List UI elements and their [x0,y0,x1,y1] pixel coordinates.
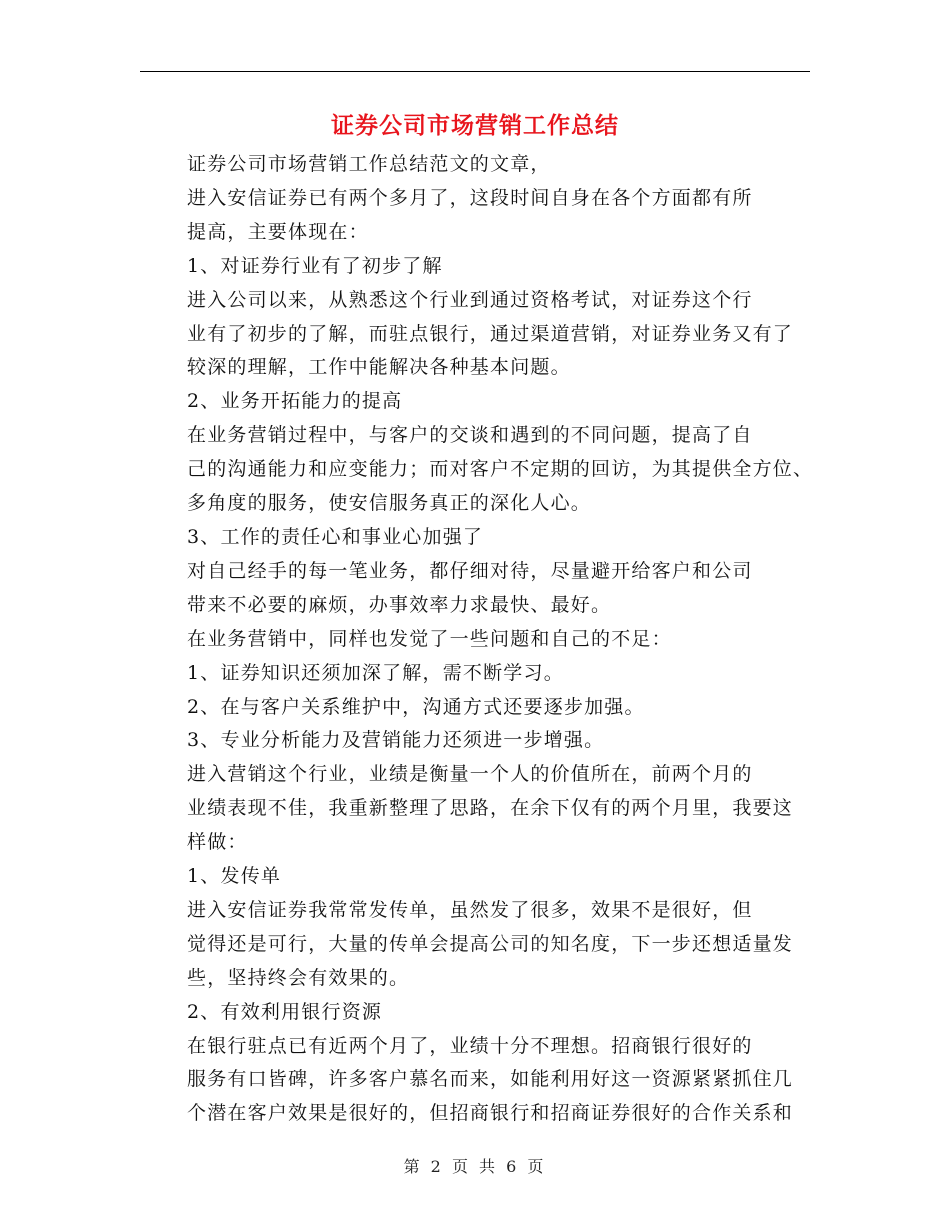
document-body [140,148,814,1131]
text-line: 己的沟通能力和应变能力；而对客户不定期的回访，为其提供全方位、 [187,458,814,481]
text-line: 些，坚持终会有效果的。 [187,966,410,989]
paragraph [140,250,810,284]
paragraph [140,284,810,386]
text-line: 3、专业分析能力及营销能力还须进一步增强。 [187,729,605,752]
text-line: 2、在与客户关系维护中，沟通方式还要逐步加强。 [187,695,645,718]
text-line: 证券公司市场营销工作总结范文的文章， [187,153,551,175]
paragraph [140,385,810,419]
text-line: 1、对证券行业有了初步了解 [187,254,443,277]
text-line: 进入安信证券我常常发传单，虽然发了很多，效果不是很好，但 [187,898,753,921]
paragraph [140,894,810,996]
text-line: 提高，主要体现在： [187,220,369,243]
text-line: 服务有口皆碑，许多客户慕名而来，如能利用好这一资源紧紧抓住几 [187,1068,794,1091]
text-line: 进入营销这个行业，业绩是衡量一个人的价值所在，前两个月的 [187,763,753,786]
document-title: 证券公司市场营销工作总结 [331,113,619,139]
text-line: 样做： [187,831,248,854]
text-line: 带来不必要的麻烦，办事效率力求最快、最好。 [187,593,612,616]
text-line: 3、工作的责任心和事业心加强了 [187,525,484,548]
paragraph [140,148,810,182]
text-line: 业绩表现不佳，我重新整理了思路，在余下仅有的两个月里，我要这 [187,797,794,820]
paragraph [140,521,810,555]
text-line: 多角度的服务，使安信服务真正的深化人心。 [187,492,592,515]
text-line: 较深的理解，工作中能解决各种基本问题。 [187,356,571,379]
paragraph [140,623,810,657]
text-line: 在业务营销过程中，与客户的交谈和遇到的不同问题，提高了自 [187,424,753,447]
paragraph [140,419,814,521]
text-line: 在银行驻点已有近两个月了，业绩十分不理想。招商银行很好的 [187,1034,753,1057]
paragraph [140,724,810,758]
text-line: 在业务营销中，同样也发觉了一些问题和自己的不足： [187,627,672,650]
paragraph [140,996,810,1030]
text-line: 觉得还是可行，大量的传单会提高公司的知名度，下一步还想适量发 [187,932,794,955]
text-line: 进入公司以来，从熟悉这个行业到通过资格考试，对证券这个行 [187,288,753,311]
text-line: 业有了初步的了解，而驻点银行，通过渠道营销，对证券业务又有了 [187,322,794,345]
text-line: 对自己经手的每一笔业务，都仔细对待，尽量避开给客户和公司 [187,559,753,582]
page-footer: 第 2 页 共 6 页 [403,1157,547,1176]
text-line: 个潜在客户效果是很好的，但招商银行和招商证券很好的合作关系和 [187,1102,794,1125]
paragraph [140,657,810,691]
text-line: 1、发传单 [187,865,282,888]
paragraph [140,758,810,860]
paragraph [140,1030,810,1132]
text-line: 进入安信证券已有两个多月了，这段时间自身在各个方面都有所 [187,186,753,209]
header-rule [140,71,810,72]
paragraph [140,860,810,894]
text-line: 2、业务开拓能力的提高 [187,390,403,413]
paragraph [140,555,810,623]
text-line: 1、证券知识还须加深了解，需不断学习。 [187,661,564,684]
paragraph [140,691,810,725]
paragraph [140,182,810,250]
text-line: 2、有效利用银行资源 [187,1000,383,1023]
